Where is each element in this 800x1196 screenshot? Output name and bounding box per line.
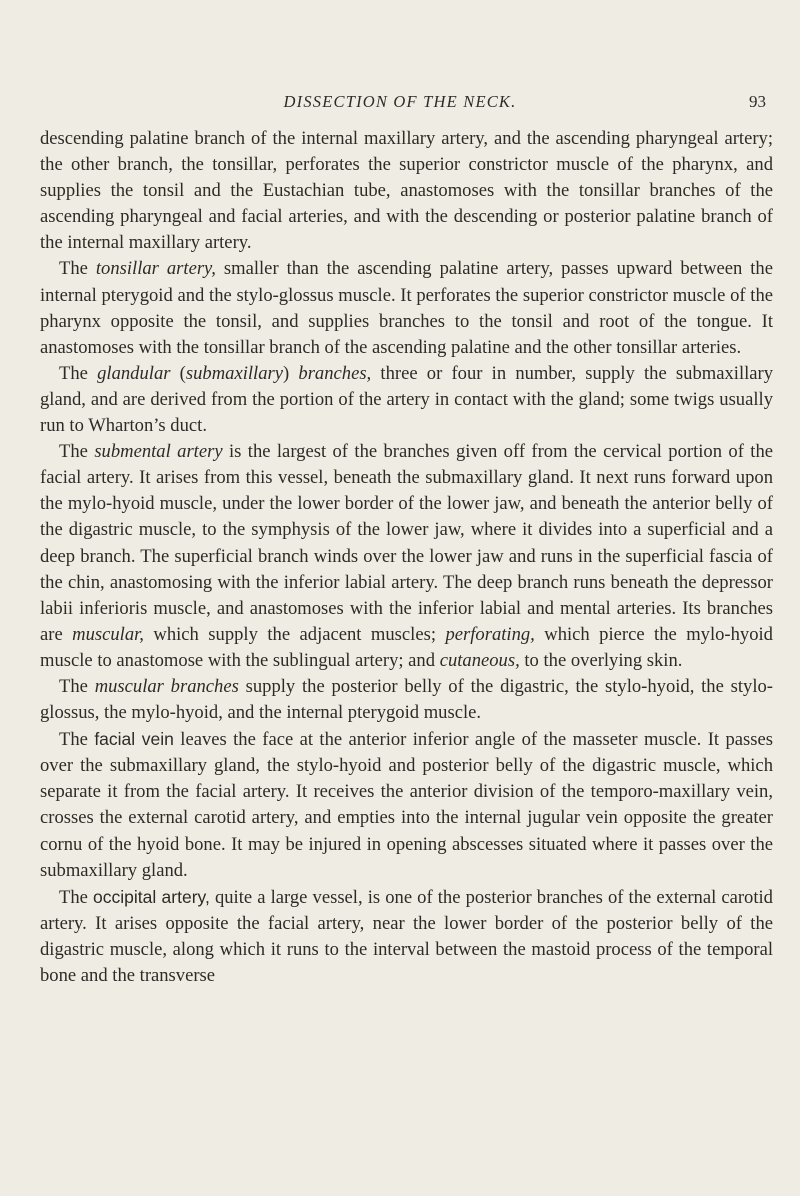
term-muscular-branches: muscular branches [94, 675, 239, 697]
paragraph-facial-vein [40, 726, 773, 884]
term-submaxillary: submaxillary [185, 362, 283, 384]
paragraph-text: is the largest of the branches given off from the cervical portion of the facial artery. It arises from this vessel, beneath the submaxillary gland. It next runs forward upon the mylo-hyoid muscle, under the lower border of the lower jaw, and beneath the anterior belly of the digastric muscle, to the symphysis of the lower jaw, where it divides into a superficial and a deep branch. The superficial branch winds over the lower jaw and runs in the superficial fascia of the chin, anastomosing with the inferior labial artery. The deep branch runs beneath the depressor labii inferioris muscle, and anastomoses with the inferior labial and mental arteries. Its branches are [40, 441, 774, 645]
paragraph-text: smaller than the ascending palatine artery, passes upward between the internal pterygoid and the stylo-glossus muscle. It perforates the superior constrictor muscle of the pharynx opposite the tonsil, and supplies branches to the tonsil and root of the tongue. It anastomoses with the tonsillar branch of the ascending palatine and the other tonsillar arteries. [40, 258, 773, 358]
running-title: DISSECTION OF THE NECK. [283, 92, 517, 111]
paragraph-tonsillar-artery [40, 256, 773, 360]
term-tonsillar-artery: tonsillar artery, [95, 258, 216, 280]
paragraph-lead: The [59, 441, 95, 463]
page-number: 93 [749, 92, 766, 111]
paragraph-continuation [40, 126, 773, 256]
paragraph-muscular-branches [40, 674, 773, 726]
paragraph-text: which supply the adjacent muscles; [143, 623, 446, 645]
paren-close: ) [282, 362, 299, 384]
paragraph-lead: The [59, 729, 95, 751]
term-cutaneous: cutaneous, [439, 649, 520, 671]
paragraph-text: supply the posterior belly of the digastric, the stylo-hyoid, the stylo-glossus, the mylo-hyoid, and the internal pterygoid muscle. [40, 675, 773, 724]
paragraph-text: which pierce the mylo-hyoid muscle to anastomose with the sublingual artery; and [40, 623, 773, 671]
paragraph-lead: The [59, 675, 95, 697]
heading-facial-vein: facial vein [94, 729, 174, 750]
paragraph-lead: The [59, 362, 98, 384]
paragraph-text: to the overlying skin. [519, 649, 683, 671]
paragraph-occipital-artery [40, 884, 773, 989]
paragraph-submental-artery [40, 439, 773, 674]
paragraph-text: quite a large vessel, is one of the posterior branches of the external carotid artery. It arises opposite the facial artery, near the lower border of the posterior belly of the digastric muscle, along which it runs to the interval between the mastoid process of the temporal bone and the transverse [40, 886, 773, 986]
running-header [0, 92, 800, 116]
term-submental-artery: submental artery [94, 441, 223, 463]
term-glandular: glandular [97, 362, 171, 384]
paragraph-text: leaves the face at the anterior inferior angle of the masseter muscle. It passes over the submaxillary gland, the stylo-hyoid and posterior belly of the digastric muscle, which separate it from the facial artery. It receives the anterior division of the temporo-maxillary vein, crosses the external carotid artery, and empties into the internal jugular vein opposite the greater cornu of the hyoid bone. It may be injured in opening abscesses situated where it passes over the submaxillary gland. [40, 729, 773, 881]
paragraph-text: three or four in number, supply the submaxillary gland, and are derived from the portion of the artery in contact with the gland; some twigs usually run to Wharton’s duct. [40, 362, 774, 437]
paragraph-glandular-branches [40, 361, 773, 439]
paragraph-lead: The [59, 886, 94, 908]
heading-occipital-artery: occipital artery, [93, 886, 210, 907]
term-muscular: muscular, [72, 623, 144, 645]
term-branches: branches, [298, 362, 372, 384]
paragraph-text: descending palatine branch of the internal maxillary artery, and the ascending pharyngeal artery; the other branch, the tonsillar, perforates the superior constrictor muscle of the pharynx, and supplies the tonsil and the Eustachian tube, anastomoses with the tonsillar branches of the ascending pharyngeal and facial arteries, and with the descending or posterior palatine branch of the internal maxillary artery. [40, 128, 773, 254]
body-text [40, 126, 773, 989]
paren-open: ( [170, 362, 186, 384]
paragraph-lead: The [59, 258, 96, 280]
term-perforating: perforating, [445, 623, 535, 645]
